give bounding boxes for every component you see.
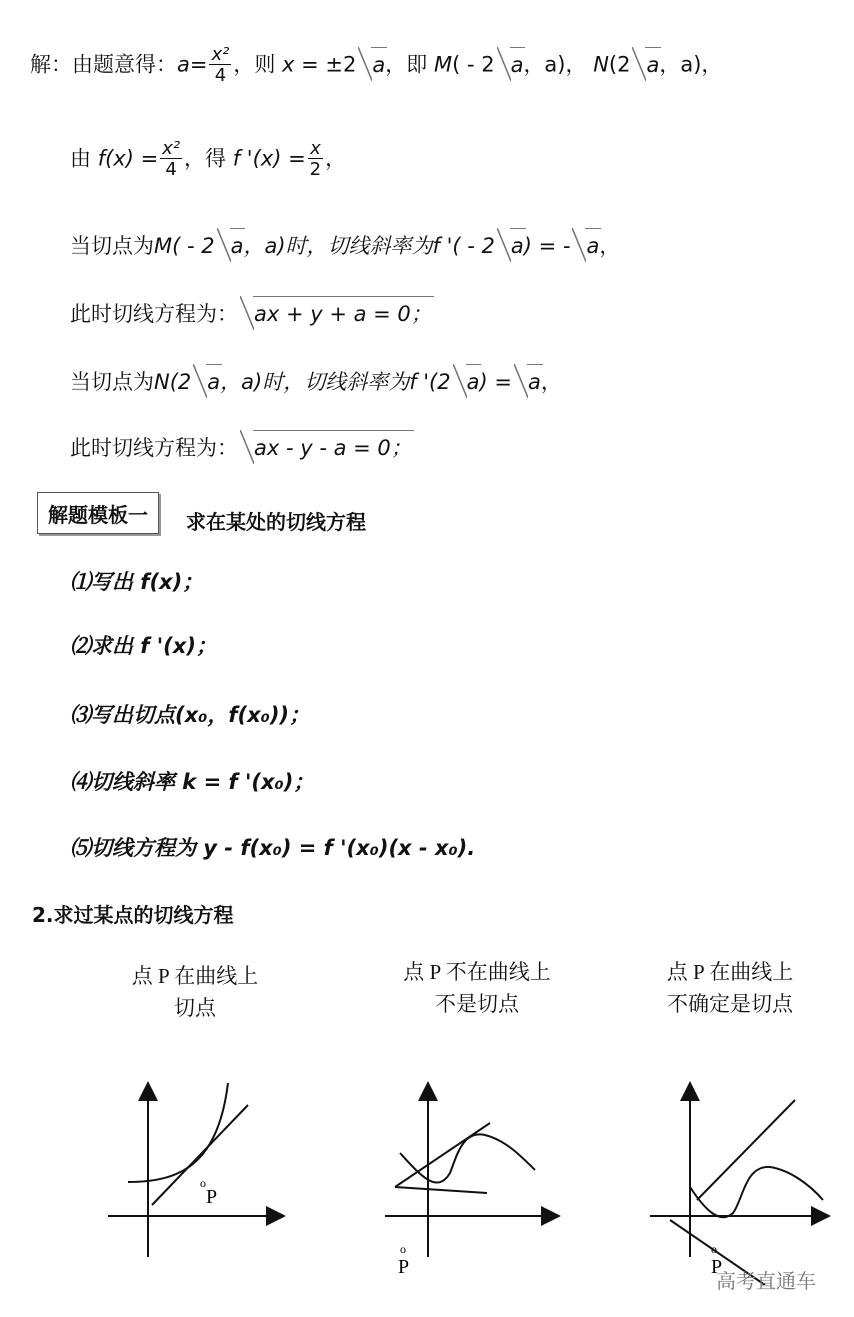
watermark: 高考直通车 <box>716 1269 816 1293</box>
m-coord-3: ，a)， <box>523 52 587 77</box>
template-step-5: ⑸切线方程为 y - f(x₀) = f '(x₀)(x - x₀). <box>70 836 476 860</box>
figure-2-diagram <box>365 1075 565 1285</box>
caption-line: 点 P 在曲线上 <box>131 964 259 988</box>
text-de: ，得 <box>184 146 227 171</box>
plus-minus: = ±2 <box>294 52 357 77</box>
frac-num: x <box>310 138 321 159</box>
point-P-label: P <box>206 1186 218 1208</box>
text: ) = - <box>523 234 571 258</box>
sqrt-a: a <box>514 372 541 393</box>
point-N: N <box>593 52 609 77</box>
tangent-line-2 <box>395 1123 490 1187</box>
text: 此时切线方程为： <box>70 436 238 460</box>
text: M( - 2 <box>154 234 215 258</box>
tangent-equation-1: ax + y + a = 0； <box>240 304 432 325</box>
sqrt-a: a <box>193 372 220 393</box>
text: f '(2 <box>409 370 451 394</box>
equals: = <box>189 52 208 77</box>
point-marker: o <box>711 1242 717 1256</box>
curve <box>400 1134 535 1182</box>
solution-prefix: 解：由题意得： <box>30 52 177 77</box>
figure-3-caption <box>640 956 820 1020</box>
frac-den: 4 <box>209 64 231 85</box>
template-step-3: ⑶写出切点(x₀，f(x₀))； <box>70 703 311 727</box>
solution-line-5 <box>70 372 562 393</box>
text-then: ，则 <box>233 52 276 77</box>
text: 当切点为 <box>70 370 154 394</box>
solution-line-1 <box>30 46 722 85</box>
sqrt-a: a <box>497 55 524 76</box>
solution-line-2 <box>70 140 346 179</box>
template-step-4: ⑷切线斜率 k = f '(x₀)； <box>70 770 315 794</box>
caption-line: 切点 <box>174 996 216 1020</box>
template-step-1: ⑴写出 f(x)； <box>70 570 204 594</box>
fraction-x2-over-4 <box>160 140 182 179</box>
sqrt-a: a <box>497 236 524 257</box>
var-a: a <box>177 52 190 77</box>
frac-den: 4 <box>160 158 182 179</box>
tangent-equation-2: ax - y - a = 0； <box>240 438 412 459</box>
text: N(2 <box>154 370 192 394</box>
text: 此时切线方程为： <box>70 302 238 326</box>
point-marker: o <box>200 1176 206 1190</box>
n-coord-3: ，a)， <box>659 52 723 77</box>
point-M: M <box>433 52 453 77</box>
n-coord-1: (2 <box>608 52 631 77</box>
curve <box>128 1083 228 1182</box>
fraction-x-over-2 <box>308 140 323 179</box>
tangent-line-1 <box>395 1187 487 1193</box>
frac-num: x² <box>211 44 230 65</box>
function-f: f(x) = <box>97 146 159 171</box>
text: 当切点为 <box>70 234 154 258</box>
text-ji: ，即 <box>385 52 428 77</box>
text-you: 由 <box>70 146 91 171</box>
var-x: x <box>282 52 295 77</box>
section-2-title: 2.求过某点的切线方程 <box>32 903 234 927</box>
derivative-f: f '(x) = <box>232 146 306 171</box>
template-step-2: ⑵求出 f '(x)； <box>70 634 217 658</box>
fraction-x2-over-4 <box>209 46 231 85</box>
sqrt-a: a <box>358 55 385 76</box>
caption-line: 点 P 在曲线上 <box>666 960 794 984</box>
point-P-label: P <box>711 1256 723 1278</box>
figure-3-diagram <box>645 1075 845 1285</box>
m-coord-1: ( - 2 <box>452 52 495 77</box>
template-title: 求在某处的切线方程 <box>186 510 366 534</box>
sqrt-a: a <box>572 236 599 257</box>
figure-2-caption <box>382 956 572 1020</box>
comma: ， <box>599 234 621 258</box>
point-P-label: P <box>398 1256 410 1278</box>
figure-1-diagram <box>100 1075 300 1265</box>
caption-line: 点 P 不在曲线上 <box>403 960 551 984</box>
sqrt-a: a <box>453 372 480 393</box>
frac-num: x² <box>162 138 181 159</box>
solution-line-6 <box>70 438 412 459</box>
point-marker: o <box>400 1242 406 1256</box>
tangent-line <box>152 1105 248 1205</box>
frac-den: 2 <box>309 159 322 180</box>
sqrt-a: a <box>217 236 244 257</box>
text: ，a)时，切线斜率为 <box>220 370 410 394</box>
solution-line-4 <box>70 304 432 325</box>
curve <box>690 1167 823 1217</box>
figure-1-caption <box>100 960 290 1024</box>
text: ) = <box>479 370 512 394</box>
caption-line: 不确定是切点 <box>667 992 793 1016</box>
text: ，a)时，切线斜率为 <box>243 234 433 258</box>
comma: ， <box>540 370 562 394</box>
sqrt-a: a <box>632 55 659 76</box>
comma: ， <box>325 146 347 171</box>
text: f '( - 2 <box>432 234 495 258</box>
template-label-box: 解题模板一 <box>37 492 159 534</box>
solution-line-3 <box>70 236 620 257</box>
caption-line: 不是切点 <box>435 992 519 1016</box>
